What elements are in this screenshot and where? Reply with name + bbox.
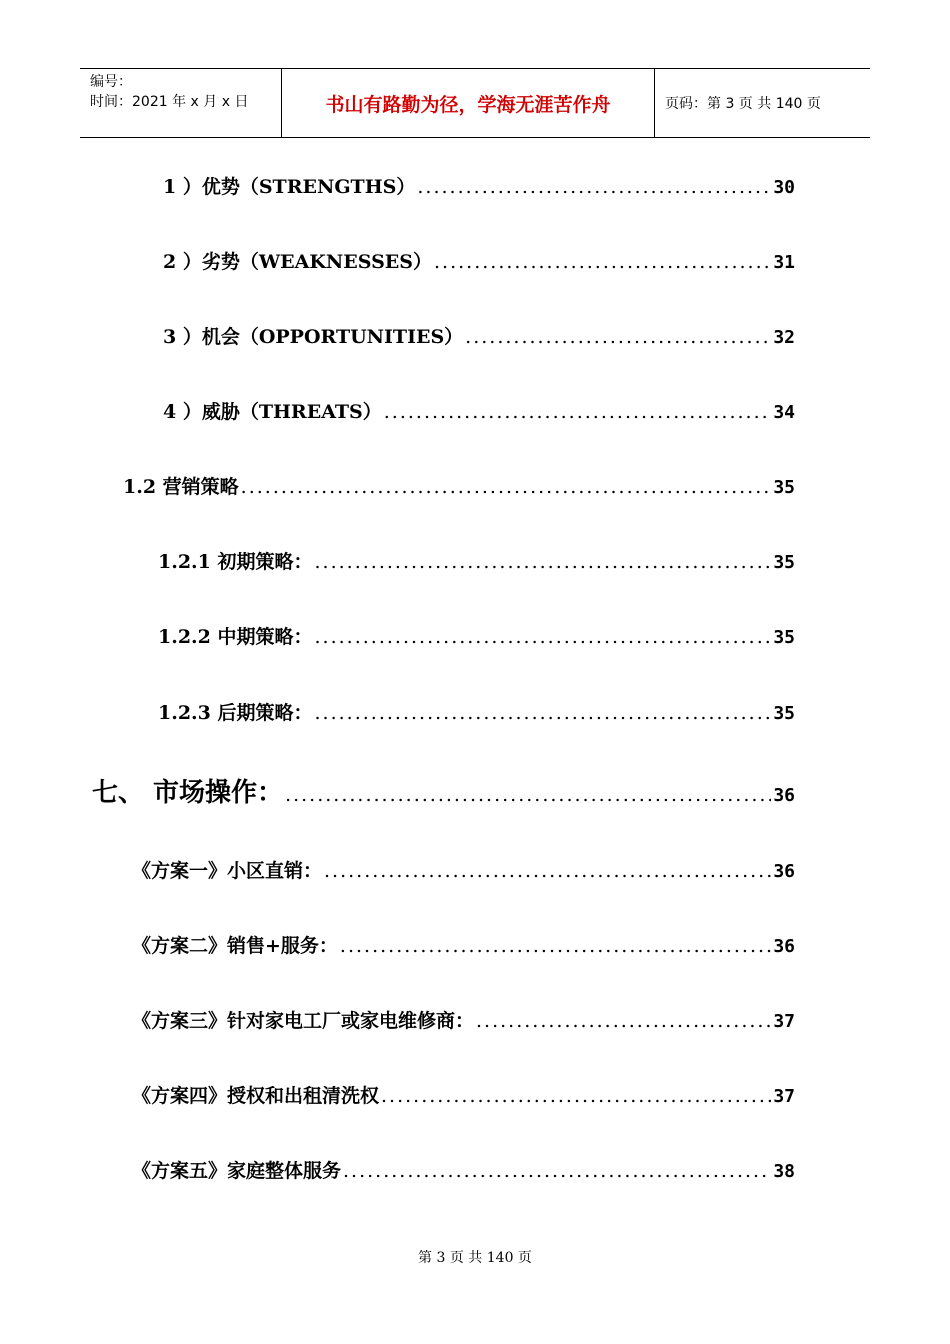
toc-entry-plan-5[interactable] — [132, 1156, 795, 1184]
toc-entry-title: 《方案一》小区直销： — [132, 860, 323, 882]
toc-entry-market-operation[interactable] — [92, 772, 795, 806]
toc-entry-title: 《方案四》授权和出租清洗权 — [132, 1085, 380, 1107]
header-meta — [80, 69, 282, 137]
toc-entry-page: 37 — [773, 1086, 795, 1107]
toc-entry-title: 3 ）机会（OPPORTUNITIES） — [163, 326, 464, 348]
toc-entry-page: 34 — [773, 402, 795, 423]
toc-leader-dots — [417, 176, 771, 198]
toc-entry-title: 1.2.3 后期策略： — [158, 702, 313, 724]
header-motto: 书山有路勤为径，学海无涯苦作舟 — [282, 69, 655, 137]
toc-entry-page: 32 — [773, 327, 795, 348]
toc-entry-page: 31 — [773, 252, 795, 273]
toc-entry-page: 35 — [773, 703, 795, 724]
toc-entry-title: 1.2.2 中期策略： — [158, 626, 313, 648]
page-header — [80, 68, 870, 138]
toc-entry-plan-2[interactable] — [132, 931, 795, 959]
toc-leader-dots — [384, 401, 772, 423]
header-page-info: 页码：第 3 页 共 140 页 — [665, 96, 821, 112]
toc-entry-plan-3[interactable] — [132, 1006, 795, 1034]
time-label: 时间：2021 年 x 月 x 日 — [90, 94, 249, 110]
toc-entry-mid-strategy[interactable] — [158, 622, 795, 650]
toc-entry-page: 38 — [773, 1161, 795, 1182]
toc-entry-page: 35 — [773, 477, 795, 498]
toc-entry-title: 1 ）优势（STRENGTHS） — [163, 176, 416, 198]
toc-leader-dots — [315, 626, 772, 648]
toc-entry-threats[interactable] — [163, 397, 795, 425]
toc-entry-page: 36 — [773, 861, 795, 882]
toc-entry-title: 1.2.1 初期策略： — [158, 551, 313, 573]
toc-leader-dots — [340, 935, 771, 957]
toc-entry-page: 36 — [773, 936, 795, 957]
toc-entry-title: 《方案三》针对家电工厂或家电维修商： — [132, 1010, 475, 1032]
number-label: 编号： — [90, 74, 132, 90]
toc-leader-dots — [315, 702, 772, 724]
toc-entry-page: 30 — [773, 177, 795, 198]
toc-entry-title: 2 ）劣势（WEAKNESSES） — [163, 251, 432, 273]
toc-leader-dots — [241, 476, 772, 498]
toc-entry-weaknesses[interactable] — [163, 247, 795, 275]
toc-leader-dots — [381, 1085, 771, 1107]
toc-entry-marketing-strategy[interactable] — [123, 472, 795, 500]
toc-entry-title: 《方案五》家庭整体服务 — [132, 1160, 342, 1182]
toc-entry-page: 36 — [773, 785, 795, 806]
toc-entry-plan-4[interactable] — [132, 1081, 795, 1109]
toc-entry-opportunities[interactable] — [163, 322, 795, 350]
toc-leader-dots — [434, 251, 771, 273]
toc-entry-strengths[interactable] — [163, 172, 795, 200]
toc-entry-title: 4 ）威胁（THREATS） — [163, 401, 382, 423]
page-footer: 第 3 页 共 140 页 — [418, 1250, 532, 1266]
toc-entry-page: 35 — [773, 552, 795, 573]
toc-entry-initial-strategy[interactable] — [158, 547, 795, 575]
toc-entry-title: 1.2 营销策略 — [123, 476, 239, 498]
toc-entry-page: 35 — [773, 627, 795, 648]
toc-entry-late-strategy[interactable] — [158, 698, 795, 726]
toc-leader-dots — [476, 1010, 771, 1032]
toc-leader-dots — [285, 784, 771, 806]
toc-leader-dots — [324, 860, 771, 882]
toc-leader-dots — [465, 326, 771, 348]
toc-leader-dots — [343, 1160, 771, 1182]
toc-entry-plan-1[interactable] — [132, 856, 795, 884]
toc-entry-title: 七、 市场操作： — [92, 778, 284, 808]
toc-leader-dots — [315, 551, 772, 573]
toc-entry-page: 37 — [773, 1011, 795, 1032]
toc-entry-title: 《方案二》销售+服务： — [132, 935, 338, 957]
